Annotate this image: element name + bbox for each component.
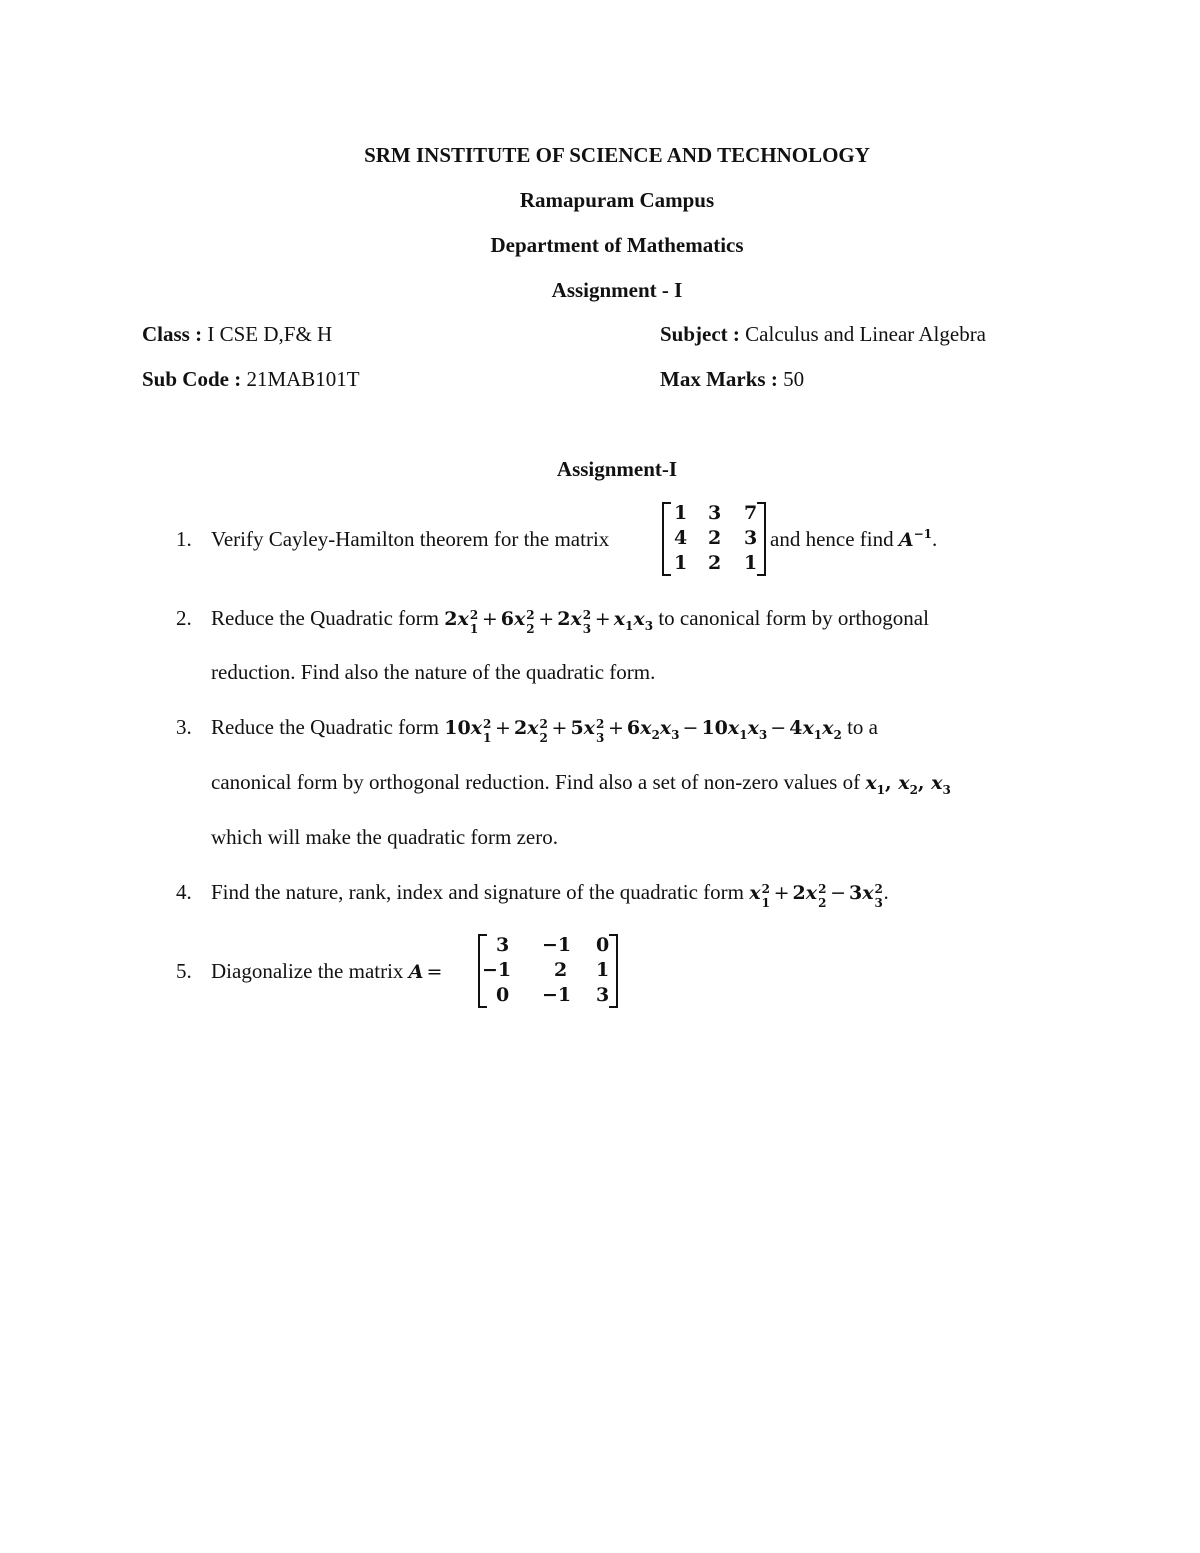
matrix-cell: 4 — [674, 527, 688, 549]
subcode-value: 21MAB101T — [241, 367, 360, 391]
institute-title: SRM INSTITUTE OF SCIENCE AND TECHNOLOGY — [364, 143, 870, 167]
matrix-q5 — [478, 934, 618, 1008]
matrix-cell: 3 — [596, 984, 610, 1006]
subject-label: Subject : — [660, 322, 740, 346]
matrix-cell: 1 — [674, 502, 688, 524]
matrix-cell: 0 — [496, 984, 510, 1006]
question-text — [211, 606, 929, 636]
question-text — [211, 880, 889, 910]
math-symbol: A — [898, 529, 914, 551]
question-text-part: Reduce the Quadratic form — [211, 715, 445, 739]
math-superscript: −1 — [913, 527, 933, 541]
matrix-left-bracket — [662, 502, 671, 576]
class-label: Class : — [142, 322, 203, 346]
question-text: Verify Cayley-Hamilton theorem for the matrix — [211, 527, 610, 551]
question-text-part: Diagonalize the matrix — [211, 959, 409, 983]
subject-value: Calculus and Linear Algebra — [739, 322, 987, 346]
question-text-part: Find the nature, rank, index and signature of the quadratic form — [211, 880, 750, 904]
question-text-part: canonical form by orthogonal reduction. Find also a set of non-zero values of — [211, 770, 866, 794]
variables-q3: $x_1$, $x_2$, $x_3$ — [865, 772, 951, 798]
matrix-cell: −1 — [482, 959, 512, 981]
maxmarks-label: Max Marks : — [660, 367, 778, 391]
question-number: 4. — [176, 880, 192, 904]
class-value: I CSE D,F& H — [202, 322, 333, 346]
equals-sign: = — [426, 961, 443, 983]
matrix-right-bracket — [757, 502, 766, 576]
matrix-cell: 2 — [554, 959, 568, 981]
matrix-name: A — [408, 961, 424, 983]
department-title: Department of Mathematics — [490, 233, 744, 257]
question-number: 5. — [176, 959, 192, 983]
question-text: and hence find — [770, 527, 899, 551]
subject-info — [660, 322, 986, 347]
question-text-part: to canonical form by orthogonal — [653, 606, 929, 630]
matrix-cell: −1 — [542, 984, 572, 1006]
matrix-cell: 3 — [496, 934, 510, 956]
question-number: 1. — [176, 527, 192, 551]
question-1-tail — [770, 527, 937, 552]
campus-title: Ramapuram Campus — [519, 188, 715, 212]
matrix-right-bracket — [609, 934, 618, 1008]
matrix-cell: 2 — [708, 552, 722, 574]
class-info — [142, 322, 332, 347]
matrix-cell: 1 — [596, 959, 610, 981]
punctuation: . — [932, 527, 938, 551]
matrix-q1 — [662, 502, 766, 576]
question-text: which will make the quadratic form zero. — [211, 825, 558, 849]
quadratic-form-q4: x 2 1 + 2x 2 2 − 3x 2 3 — [749, 882, 883, 910]
maxmarks-value: 50 — [777, 367, 805, 391]
question-text: reduction. Find also the nature of the quadratic form. — [211, 660, 656, 684]
matrix-cell: 3 — [744, 527, 758, 549]
subcode-info — [142, 367, 360, 392]
question-text — [211, 715, 878, 745]
matrix-cell: 1 — [674, 552, 688, 574]
quadratic-form-q3: 10x 2 1 + 2x 2 2 + 5x 2 3 + $6x_2x_3 - 10x_1x_3 - 4x_1x_2$ — [444, 717, 842, 745]
maxmarks-info — [660, 367, 804, 392]
matrix-cell: 2 — [708, 527, 722, 549]
assignment-title: Assignment - I — [551, 278, 683, 302]
question-text-part: to a — [841, 715, 878, 739]
question-number: 3. — [176, 715, 192, 739]
question-text — [211, 770, 951, 798]
quadratic-form-q2: 2x 2 1 + 6x 2 2 + 2x 2 3 + $x_1x_3$ — [444, 608, 654, 636]
question-text-part: Reduce the Quadratic form — [211, 606, 445, 630]
matrix-cell: −1 — [542, 934, 572, 956]
matrix-cell: 7 — [744, 502, 758, 524]
matrix-cell: 1 — [744, 552, 758, 574]
section-title: Assignment-I — [556, 457, 678, 481]
subcode-label: Sub Code : — [142, 367, 242, 391]
punctuation: . — [883, 880, 889, 904]
matrix-cell: 3 — [708, 502, 722, 524]
matrix-cell: 0 — [596, 934, 610, 956]
question-number: 2. — [176, 606, 192, 630]
question-text — [211, 959, 445, 984]
